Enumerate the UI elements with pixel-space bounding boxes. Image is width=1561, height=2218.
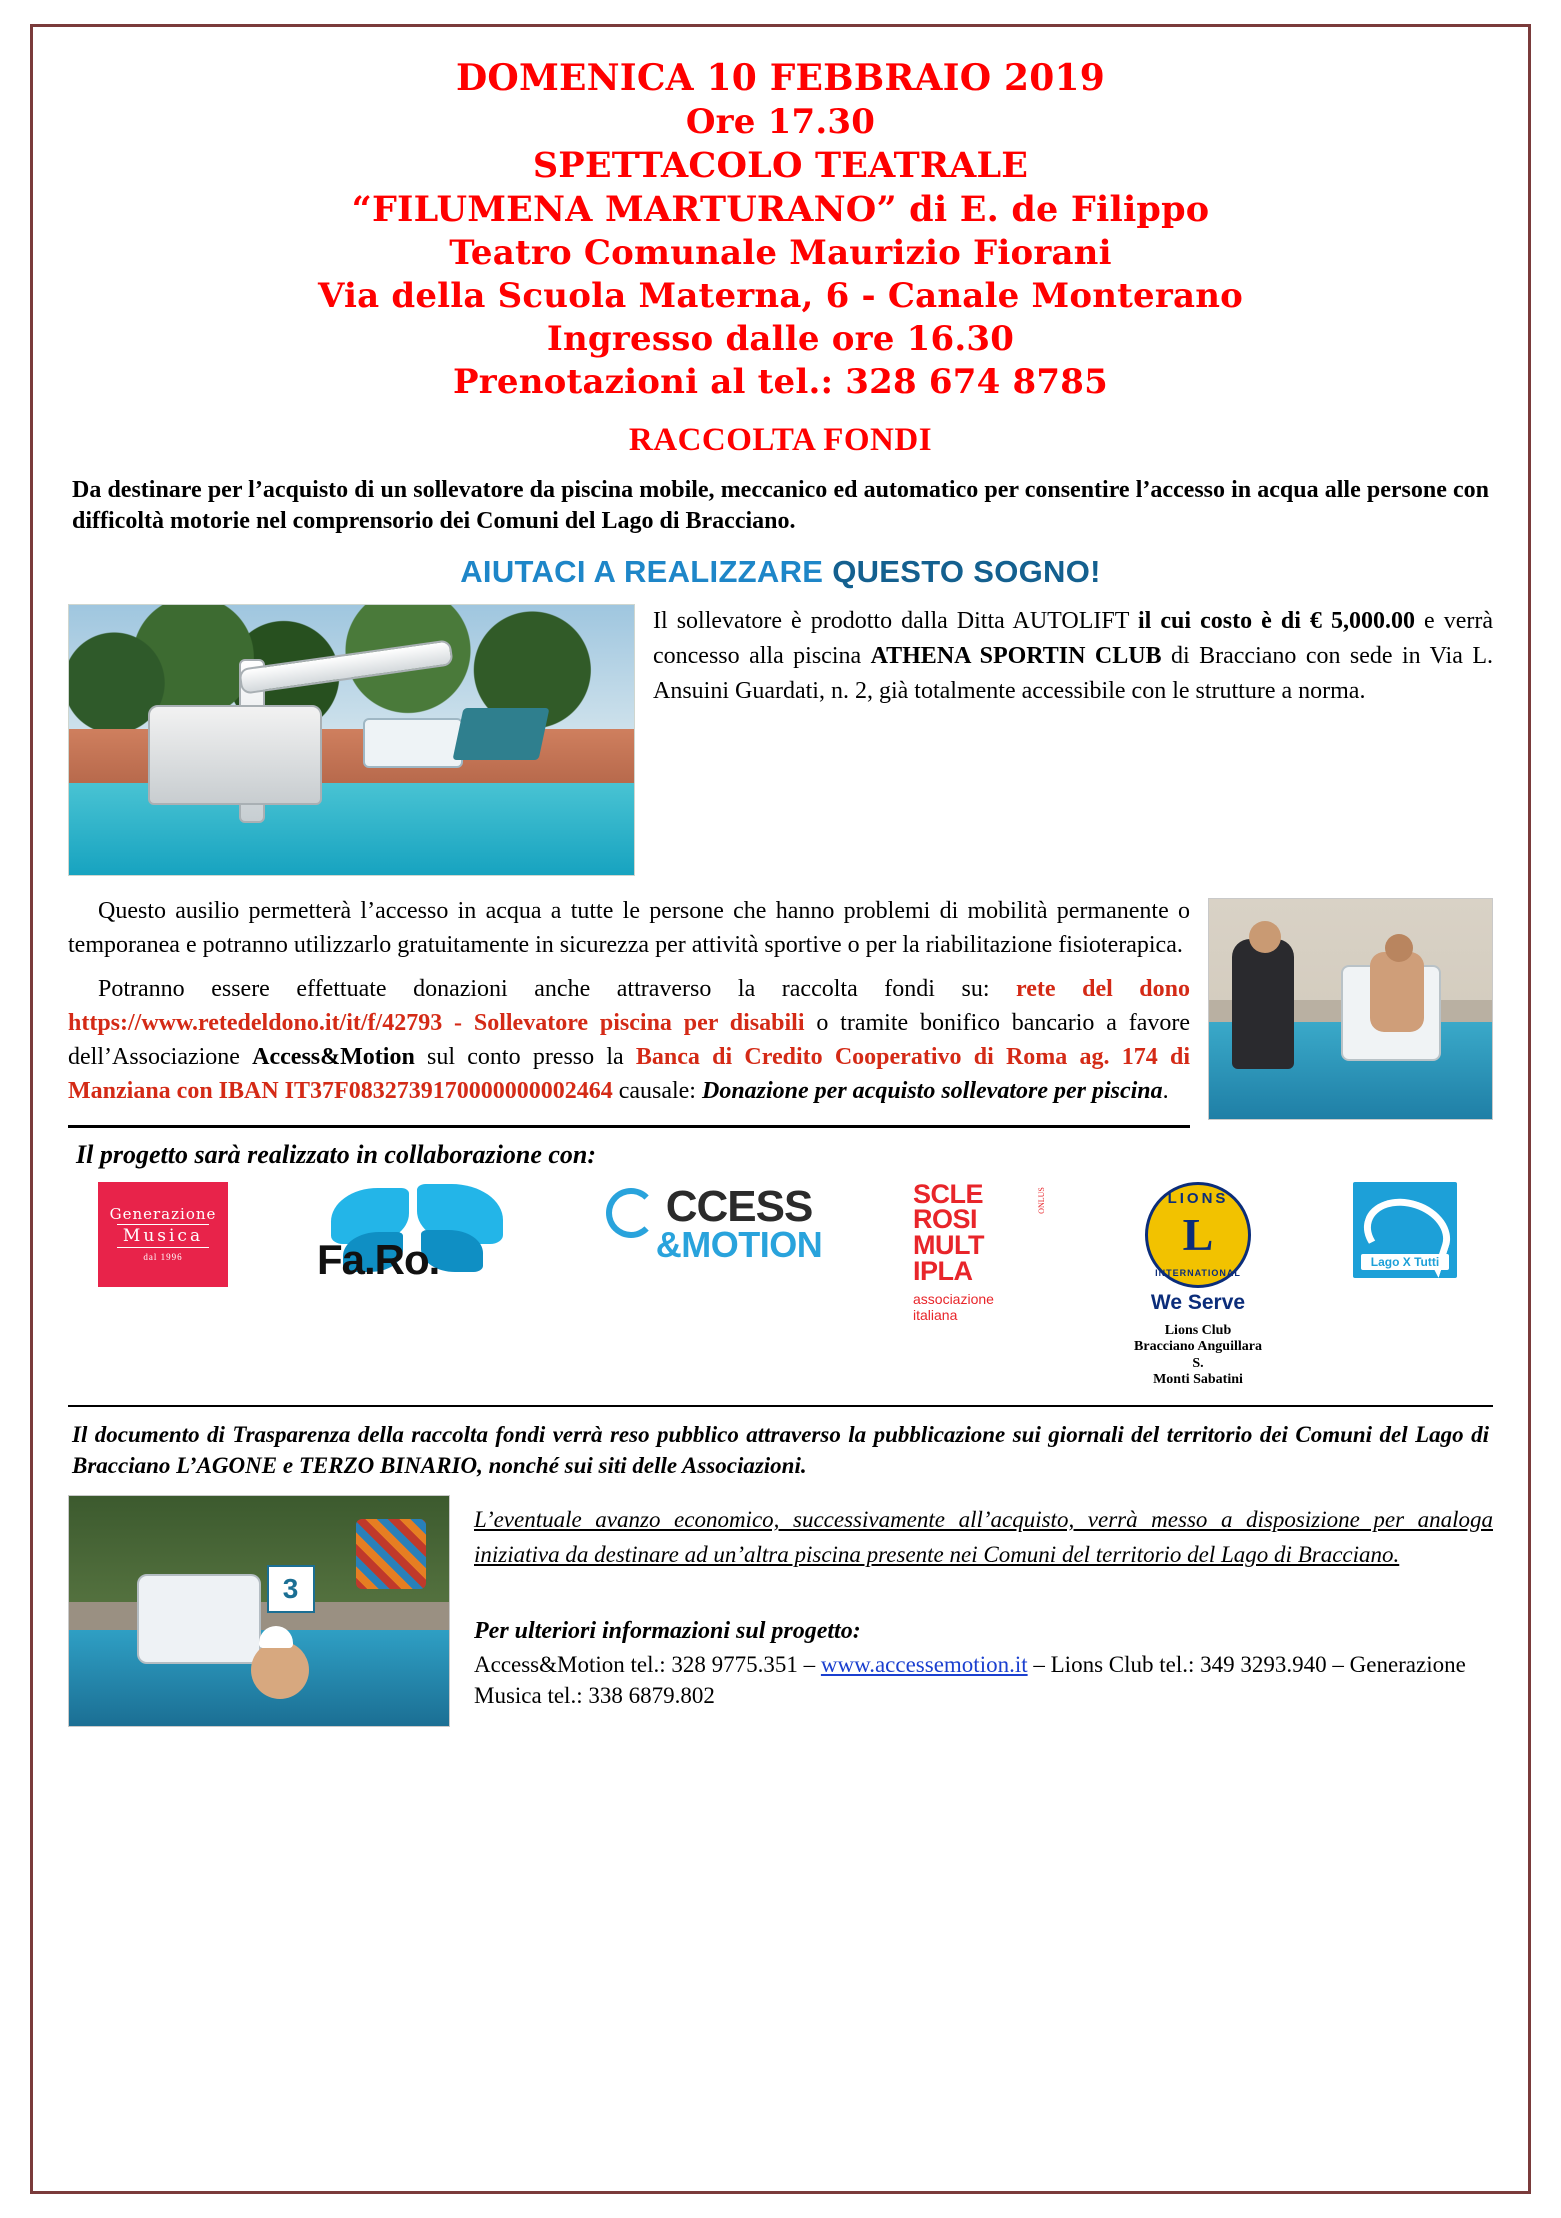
fundraising-title: RACCOLTA FONDI xyxy=(628,421,933,458)
lions-motto: We Serve xyxy=(1150,1290,1246,1314)
access-line2: &MOTION xyxy=(655,1224,823,1266)
transparency-c: e xyxy=(277,1452,299,1478)
event-venue: Teatro Comunale Maurizio Fiorani xyxy=(449,233,1112,274)
lions-letter: L xyxy=(1182,1208,1214,1260)
slogan xyxy=(68,554,1493,590)
access-line1: CCESS xyxy=(665,1181,813,1231)
gm-year: dal 1996 xyxy=(143,1252,183,1263)
photo-and-text-row xyxy=(68,600,1493,884)
access-circle-icon xyxy=(606,1188,656,1238)
website-link[interactable]: www.accessemotion.it xyxy=(820,1652,1028,1678)
event-headline xyxy=(68,56,1493,404)
event-time: Ore 17.30 xyxy=(685,102,876,143)
lions-club-name xyxy=(1128,1323,1268,1389)
gm-line1: Generazione xyxy=(109,1204,217,1223)
donations-a: Potranno essere effettuate donazioni anche attraverso la raccolta fondi su: xyxy=(98,976,1017,1003)
transparency-e: nonché sui siti delle Associazioni. xyxy=(482,1452,807,1478)
lago-icon xyxy=(1353,1182,1457,1278)
divider-bottom xyxy=(68,1405,1493,1407)
transparency-note xyxy=(68,1419,1493,1482)
lift-info-c: di Bracciano con sede in Via L. Ansuini Guardati, n. 2, già totalmente accessibile con le strutture a norma. xyxy=(653,642,1493,704)
scl-sub1: associazione xyxy=(913,1291,994,1308)
partner-logos xyxy=(68,1176,1493,1391)
donations-g: causale: xyxy=(612,1078,702,1105)
scl-line2: ROSI xyxy=(913,1204,978,1235)
fundraising-description: Da destinare per l’acquisto di un sollevatore da piscina mobile, meccanico ed automatico per consentire l’accesso in acqua alle persone con difficoltà motorie nel comprensorio dei Comuni del Lago di Bracciano. xyxy=(72,476,1489,535)
logo-sclerosi-multipla xyxy=(913,1178,1047,1324)
contact-line-b: – Lions Club tel.: 349 3293.940 – Generazione Musica tel.: 338 6879.802 xyxy=(474,1652,1466,1709)
logo-access-motion xyxy=(598,1182,828,1292)
event-date: DOMENICA 10 FEBBRAIO 2019 xyxy=(456,57,1105,99)
lago-label: Lago X Tutti xyxy=(1361,1254,1449,1270)
scl-line3: MULT xyxy=(913,1230,984,1261)
scl-sub2: italiana xyxy=(913,1307,958,1324)
gm-line2: Musica xyxy=(117,1224,209,1248)
paragraph-usage-wrapper xyxy=(68,894,1493,1108)
scl-line1: SCLE xyxy=(913,1178,984,1209)
lift-info-b: e verrà concesso alla piscina xyxy=(653,608,1493,669)
transparency-a: Il documento di Trasparenza della raccolta fondi verrà reso pubblico attraverso la pubblicazione sui giornali del territorio dei Comuni del Lago di Bracciano xyxy=(72,1421,1489,1478)
faro-label: Fa.Ro. xyxy=(317,1235,440,1283)
more-info-title: Per ulteriori informazioni sul progetto: xyxy=(474,1618,861,1645)
event-doors: Ingresso dalle ore 16.30 xyxy=(546,319,1015,360)
event-reservations: Prenotazioni al tel.: 328 674 8785 xyxy=(453,361,1108,402)
lift-info-club: ATHENA SPORTIN CLUB xyxy=(870,642,1162,669)
bottom-section xyxy=(68,1495,1493,1727)
scl-line4: IPLA xyxy=(913,1256,973,1287)
logo-lions-club xyxy=(1128,1182,1268,1389)
lions-sub2: Bracciano Anguillara S. xyxy=(1134,1339,1262,1371)
lift-info-cost: il cui costo è di € 5,000.00 xyxy=(1138,608,1415,635)
event-title: “FILUMENA MARTURANO” di E. de Filippo xyxy=(351,189,1210,231)
generazione-musica-icon xyxy=(98,1182,228,1287)
logo-lago-per-tutti xyxy=(1353,1182,1463,1300)
slogan-part-2: QUESTO SOGNO! xyxy=(832,554,1101,590)
donations-bank-iban: Banca di Credito Cooperativo di Roma ag. 174 di Manziana con IBAN IT37F0832739170000000002464 xyxy=(68,1044,1190,1105)
slogan-part-1: AIUTACI A REALIZZARE xyxy=(460,554,833,590)
onlus-tag: ONLUS xyxy=(1037,1186,1047,1214)
transparency-paper2: TERZO BINARIO, xyxy=(298,1452,483,1478)
logo-faro xyxy=(313,1182,513,1302)
poster-content xyxy=(16,16,1545,1737)
donations-i: . xyxy=(1162,1078,1169,1105)
lions-sub3: Monti Sabatini xyxy=(1153,1372,1243,1388)
contact-line-a: Access&Motion tel.: 328 9775.351 – xyxy=(474,1652,821,1678)
collaboration-title: Il progetto sarà realizzato in collaborazione con: xyxy=(76,1139,597,1169)
lions-top-text: LIONS xyxy=(1167,1189,1229,1207)
surplus-note: L’eventuale avanzo economico, successivamente all’acquisto, verrà messo a disposizione per analoga iniziativa da destinare ad un’altra piscina presente nei Comuni del territorio del Lago di Bracciano. xyxy=(474,1507,1493,1567)
event-address: Via della Scuola Materna, 6 - Canale Monterano xyxy=(317,276,1244,317)
donations-c: o tramite bonifico bancario a favore dell’Associazione xyxy=(68,1010,1191,1071)
donations-causale: Donazione per acquisto sollevatore per piscina xyxy=(701,1078,1163,1105)
lane-sign-number: 3 xyxy=(267,1565,315,1613)
donations-association: Access&Motion xyxy=(252,1044,415,1071)
transparency-paper1: L’AGONE xyxy=(176,1452,278,1478)
paragraph-usage: Questo ausilio permetterà l’accesso in acqua a tutte le persone che hanno problemi di mobilità permanente o temporanea e potranno utilizzarlo gratuitamente in sicurezza per attività sportive o per la riabilitazione fisioterapica. xyxy=(68,898,1190,959)
lift-info-a: Il sollevatore è prodotto dalla Ditta AUTOLIFT xyxy=(653,608,1139,635)
logo-generazione-musica xyxy=(98,1182,228,1287)
lions-emblem-icon xyxy=(1145,1182,1251,1288)
swimmer-pool-lift-photo xyxy=(68,1495,450,1727)
donations-e: sul conto presso la xyxy=(414,1044,636,1071)
donations-link-text[interactable]: rete del dono https://www.retedeldono.it/it/f/42793 - Sollevatore piscina per disabili xyxy=(68,976,1190,1037)
lions-bottom-text: INTERNATIONAL xyxy=(1155,1267,1241,1278)
pool-lift-outdoor-photo xyxy=(68,604,635,876)
lift-in-use-photo xyxy=(1208,898,1493,1120)
lions-sub1: Lions Club xyxy=(1164,1322,1232,1338)
divider-top xyxy=(68,1125,1190,1128)
event-type: SPETTACOLO TEATRALE xyxy=(532,145,1029,187)
